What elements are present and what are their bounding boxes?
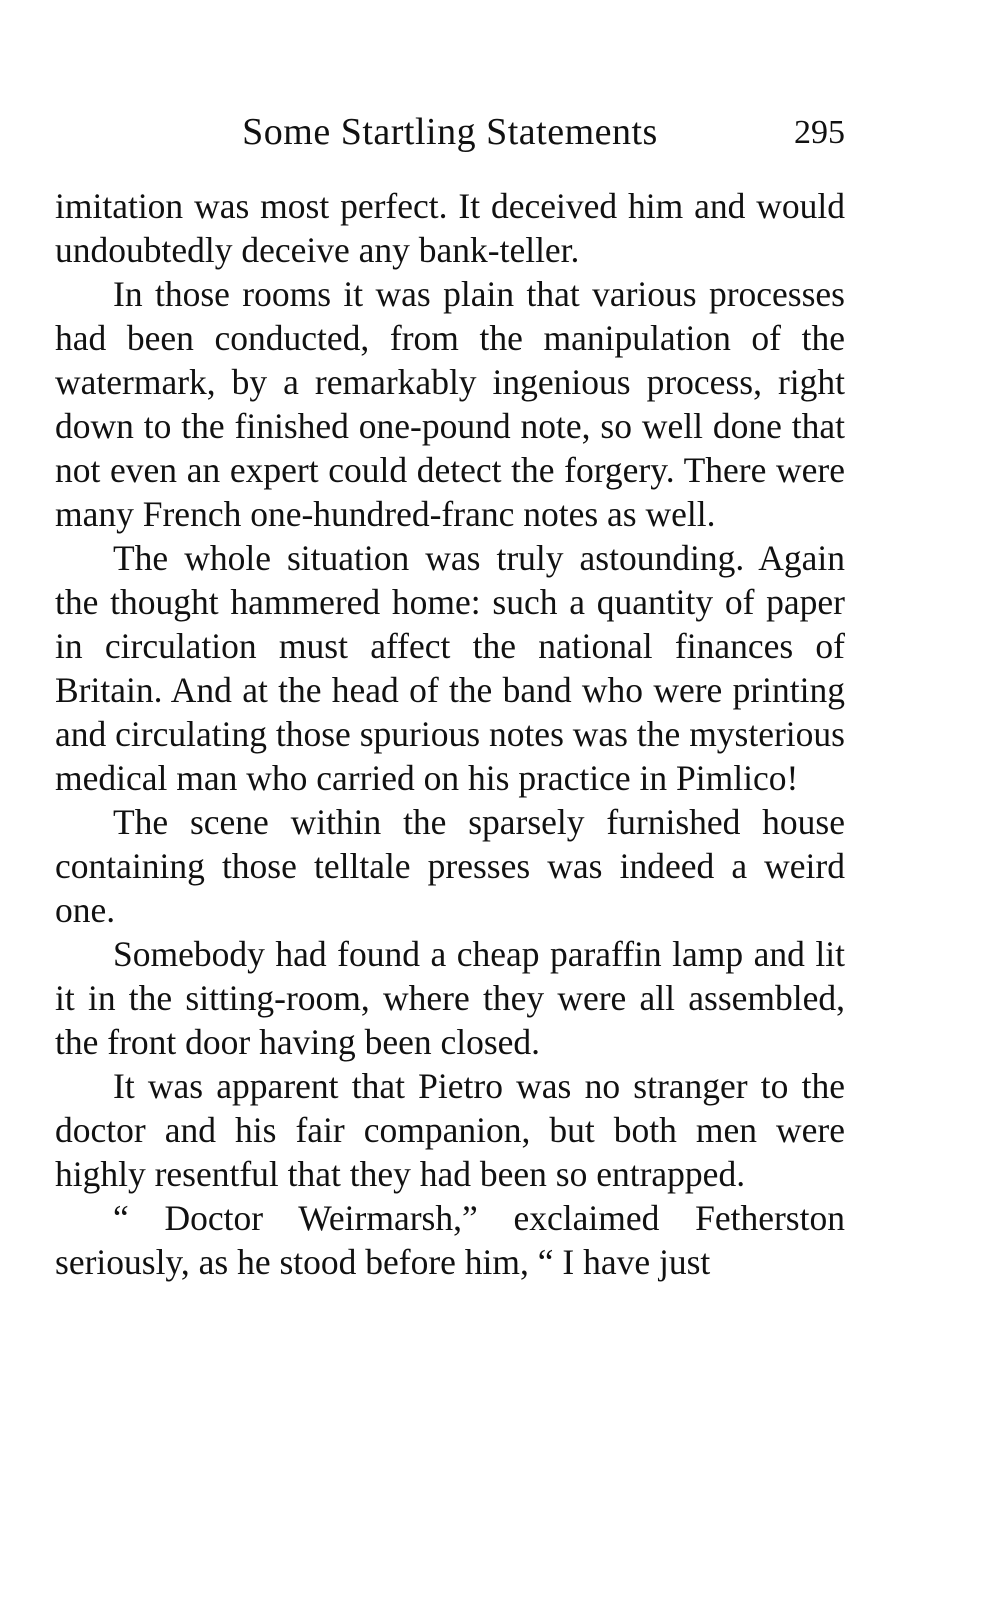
book-page — [55, 100, 845, 1284]
paragraph: The whole situation was truly astounding. Again the thought hammered home: such a quantity of paper in circulation must affect the national finances of Britain. And at the head of the band who were printing and circulating those spurious notes was the mysterious medical man who carried on his practice in Pimlico! — [55, 538, 845, 798]
page-number: 295 — [794, 114, 845, 151]
paragraph-continued: imitation was most perfect. It deceived him and would undoubtedly deceive any bank-teller. — [55, 186, 845, 270]
chapter-title: Some Startling Statements — [242, 111, 658, 153]
paragraph: In those rooms it was plain that various processes had been conducted, from the manipulation of the watermark, by a remarkably ingenious process, right down to the finished one-pound note, so well done that not even an expert could detect the forgery. There were many French one-hundred-franc notes as well. — [55, 274, 845, 534]
paragraph: It was apparent that Pietro was no stranger to the doctor and his fair companion, but both men were highly resentful that they had been so entrapped. — [55, 1066, 845, 1194]
running-head — [55, 100, 845, 164]
body-text — [55, 184, 845, 1284]
paragraph: “ Doctor Weirmarsh,” exclaimed Fetherston seriously, as he stood before him, “ I have just — [55, 1198, 845, 1282]
paragraph: The scene within the sparsely furnished house containing those telltale presses was indeed a weird one. — [55, 802, 845, 930]
paragraph: Somebody had found a cheap paraffin lamp and lit it in the sitting-room, where they were all assembled, the front door having been closed. — [55, 934, 845, 1062]
